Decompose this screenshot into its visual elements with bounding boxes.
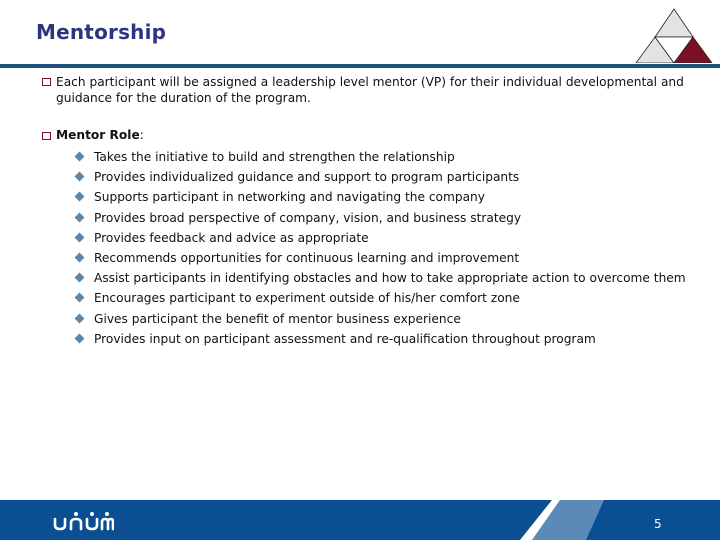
diamond-bullet-icon [75, 313, 85, 323]
list-item-text: Provides feedback and advice as appropriate [94, 230, 369, 245]
diamond-bullet-icon [75, 252, 85, 262]
role-label-colon: : [139, 128, 144, 142]
list-item-text: Encourages participant to experiment outside of his/her comfort zone [94, 291, 520, 306]
diamond-bullet-icon [75, 212, 85, 222]
page-title: Mentorship [36, 20, 167, 44]
list-item-text: Assist participants in identifying obstacles and how to take appropriate action to overcome them [94, 271, 686, 286]
list-item-text: Provides input on participant assessment and re-qualification throughout program [94, 331, 596, 346]
diamond-bullet-icon [75, 273, 85, 283]
diamond-bullet-icon [75, 232, 85, 242]
list-item-text: Supports participant in networking and navigating the company [94, 190, 485, 205]
diamond-bullet-icon [75, 192, 85, 202]
intro-bullet [56, 74, 696, 106]
list-item [73, 311, 686, 331]
list-item [73, 149, 686, 169]
list-item-text: Takes the initiative to build and strengthen the relationship [94, 150, 455, 164]
intro-text: Each participant will be assigned a leadership level mentor (VP) for their individual developmental and guidance for the duration of the program. [56, 75, 684, 105]
square-box-bullet-icon [42, 78, 51, 86]
diamond-bullet-icon [75, 152, 85, 162]
list-item-text: Gives participant the benefit of mentor business experience [94, 311, 461, 326]
list-item [73, 250, 686, 270]
page-number: 5 [654, 517, 662, 531]
list-item [73, 189, 686, 209]
header-divider [0, 64, 720, 68]
mentor-role-heading [56, 128, 144, 142]
list-item [73, 210, 686, 230]
list-item [73, 290, 686, 310]
square-box-bullet-icon [42, 132, 51, 140]
diamond-bullet-icon [75, 333, 85, 343]
diamond-bullet-icon [75, 172, 85, 182]
diamond-bullet-icon [75, 293, 85, 303]
list-item-text: Provides broad perspective of company, vision, and business strategy [94, 210, 522, 225]
list-item-text: Recommends opportunities for continuous learning and improvement [94, 250, 520, 265]
list-item [73, 270, 686, 290]
list-item [73, 230, 686, 250]
list-item [73, 169, 686, 189]
triangle-logo-icon [634, 7, 714, 63]
role-label: Mentor Role [56, 128, 140, 142]
list-item-text: Provides individualized guidance and support to program participants [94, 170, 520, 185]
unum-logo [52, 510, 114, 532]
mentor-role-list [73, 149, 686, 351]
list-item [73, 331, 686, 351]
